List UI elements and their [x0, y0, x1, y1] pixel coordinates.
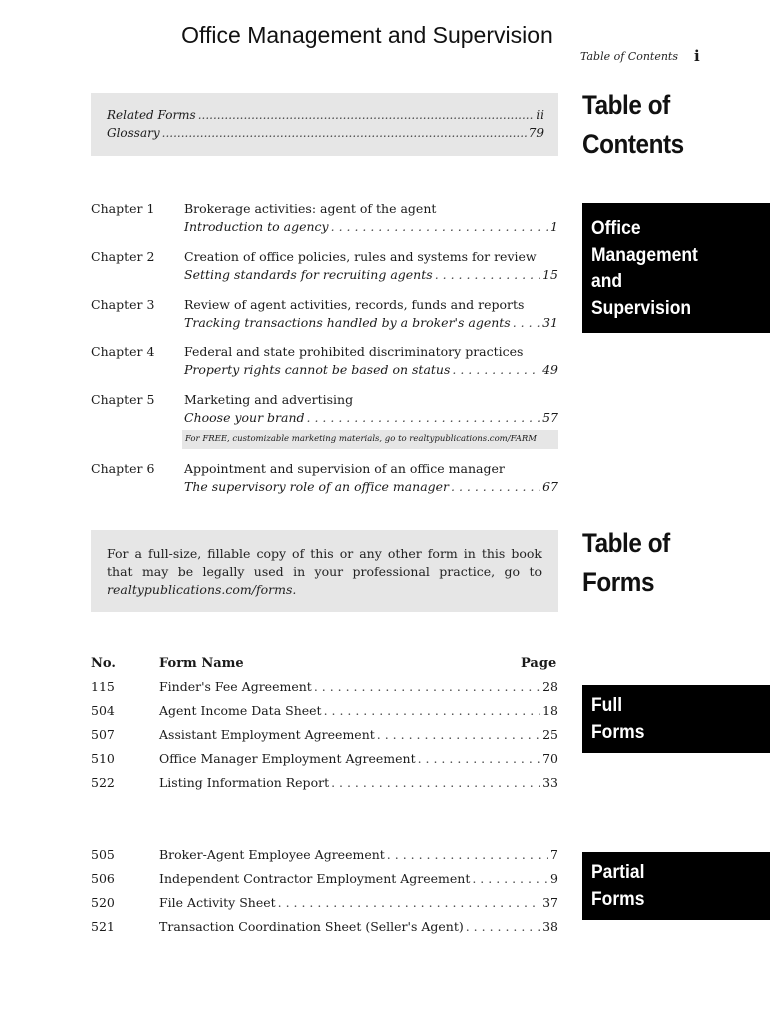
- dot-leader: [162, 126, 527, 140]
- form-row[interactable]: [91, 679, 558, 699]
- toc-heading-line: Table of: [582, 90, 670, 120]
- tab-line: and: [591, 271, 623, 292]
- form-name: File Activity Sheet: [159, 895, 276, 910]
- forms-note: [91, 530, 558, 612]
- chapter-page: 1: [550, 219, 558, 234]
- form-name: Finder's Fee Agreement: [159, 679, 312, 694]
- dot-leader: [198, 108, 535, 122]
- forms-note-text: For a full-size, fillable copy of this or any other form in this book that may be legally used in your professional practice, go to: [107, 546, 542, 579]
- form-page: 70: [542, 751, 558, 766]
- toc-heading: [582, 86, 684, 164]
- form-row[interactable]: [91, 847, 558, 867]
- form-name: Agent Income Data Sheet: [159, 703, 322, 718]
- dot-leader: [278, 895, 540, 910]
- chapter-subtitle: Introduction to agency: [184, 219, 329, 234]
- tab-line: Office: [591, 218, 641, 239]
- dot-leader: [418, 751, 541, 766]
- form-row[interactable]: [91, 919, 558, 939]
- tab-line: Forms: [591, 888, 645, 910]
- dot-leader: [377, 727, 540, 742]
- form-page: 25: [542, 727, 558, 742]
- form-row[interactable]: [91, 751, 558, 771]
- dot-leader: [314, 679, 540, 694]
- toc-heading-line: Contents: [582, 129, 684, 159]
- glossary-label: Glossary: [107, 126, 160, 140]
- glossary-page: 79: [528, 126, 544, 140]
- form-number: 510: [91, 751, 115, 766]
- dot-leader: [324, 703, 541, 718]
- promo-banner[interactable]: For FREE, customizable marketing materials, go to realtypublications.com/FARM: [182, 430, 558, 449]
- form-name: Assistant Employment Agreement: [159, 727, 375, 742]
- form-number: 504: [91, 703, 115, 718]
- office-management-tab: [582, 203, 770, 333]
- tab-line: Full: [591, 695, 623, 716]
- chapter-subtitle-row: [184, 219, 558, 237]
- form-page: 38: [542, 919, 558, 934]
- chapter-number: Chapter 5: [91, 392, 155, 407]
- dot-leader: [387, 847, 548, 862]
- chapter-subtitle: Tracking transactions handled by a broker's agents: [184, 315, 511, 330]
- chapter-number: Chapter 1: [91, 201, 155, 216]
- page-number: i: [694, 47, 700, 65]
- chapter-subtitle: Choose your brand: [184, 410, 305, 425]
- form-page: 28: [542, 679, 558, 694]
- chapter-title: Appointment and supervision of an office manager: [184, 461, 505, 476]
- dot-leader: [451, 479, 540, 494]
- form-row[interactable]: [91, 727, 558, 747]
- chapter-number: Chapter 3: [91, 297, 155, 312]
- chapter-title: Marketing and advertising: [184, 392, 354, 407]
- form-row[interactable]: [91, 775, 558, 795]
- form-number: 507: [91, 727, 115, 742]
- related-forms-label: Related Forms: [107, 108, 196, 122]
- form-page: 33: [542, 775, 558, 790]
- forms-heading-line: Table of: [582, 528, 670, 558]
- book-title: Office Management and Supervision: [181, 22, 553, 48]
- tab-line: Partial: [591, 862, 645, 883]
- glossary-entry[interactable]: [107, 126, 544, 140]
- running-head: Table of Contents: [580, 50, 679, 63]
- full-forms-tab: [582, 685, 770, 753]
- chapter-page: 49: [542, 362, 558, 377]
- tab-line: Forms: [591, 721, 645, 743]
- chapter-page: 31: [542, 315, 558, 330]
- chapter-page: 57: [542, 410, 558, 425]
- form-page: 18: [542, 703, 558, 718]
- form-number: 506: [91, 871, 115, 886]
- dot-leader: [307, 410, 541, 425]
- related-forms-entry[interactable]: [107, 108, 544, 122]
- form-name: Listing Information Report: [159, 775, 330, 790]
- form-page: 7: [550, 847, 558, 862]
- form-row[interactable]: [91, 871, 558, 891]
- dot-leader: [435, 267, 540, 282]
- form-number: 521: [91, 919, 115, 934]
- form-name: Transaction Coordination Sheet (Seller's Agent): [159, 919, 464, 934]
- forms-note-url[interactable]: realtypublications.com/forms.: [107, 582, 297, 597]
- tab-line: Supervision: [591, 297, 692, 319]
- chapter-title: Federal and state prohibited discriminatory practices: [184, 344, 524, 359]
- chapter-title: Creation of office policies, rules and systems for review: [184, 249, 537, 264]
- dot-leader: [331, 775, 540, 790]
- chapter-subtitle-row: [184, 267, 558, 285]
- chapter-page: 15: [542, 267, 558, 282]
- form-number: 115: [91, 679, 115, 694]
- form-name: Office Manager Employment Agreement: [159, 751, 416, 766]
- chapter-subtitle: Setting standards for recruiting agents: [184, 267, 433, 282]
- related-forms-page: ii: [536, 108, 544, 122]
- chapter-subtitle-row: [184, 410, 558, 428]
- dot-leader: [452, 362, 540, 377]
- form-row[interactable]: [91, 703, 558, 723]
- tab-line: Management: [591, 244, 698, 266]
- chapter-number: Chapter 2: [91, 249, 155, 264]
- form-page: 37: [542, 895, 558, 910]
- chapter-subtitle: Property rights cannot be based on status: [184, 362, 451, 377]
- forms-heading: [582, 524, 670, 602]
- chapter-number: Chapter 4: [91, 344, 155, 359]
- chapter-number: Chapter 6: [91, 461, 155, 476]
- chapter-subtitle-row: [184, 315, 558, 333]
- form-name: Independent Contractor Employment Agreement: [159, 871, 471, 886]
- form-page: 9: [550, 871, 558, 886]
- forms-heading-line: Forms: [582, 567, 655, 597]
- chapter-subtitle: The supervisory role of an office manager: [184, 479, 450, 494]
- form-number: 520: [91, 895, 115, 910]
- form-row[interactable]: [91, 895, 558, 915]
- form-number: 505: [91, 847, 115, 862]
- related-box: [91, 93, 558, 156]
- chapter-subtitle-row: [184, 362, 558, 380]
- dot-leader: [331, 219, 548, 234]
- dot-leader: [513, 315, 540, 330]
- chapter-title: Review of agent activities, records, funds and reports: [184, 297, 525, 312]
- col-header-page: Page: [521, 656, 557, 671]
- col-header-form-name: Form Name: [159, 656, 244, 671]
- partial-forms-tab: [582, 852, 770, 920]
- dot-leader: [472, 871, 548, 886]
- chapter-subtitle-row: [184, 479, 558, 497]
- dot-leader: [466, 919, 540, 934]
- form-name: Broker-Agent Employee Agreement: [159, 847, 385, 862]
- form-number: 522: [91, 775, 115, 790]
- chapter-page: 67: [542, 479, 558, 494]
- chapter-title: Brokerage activities: agent of the agent: [184, 201, 437, 216]
- col-header-no: No.: [91, 656, 116, 671]
